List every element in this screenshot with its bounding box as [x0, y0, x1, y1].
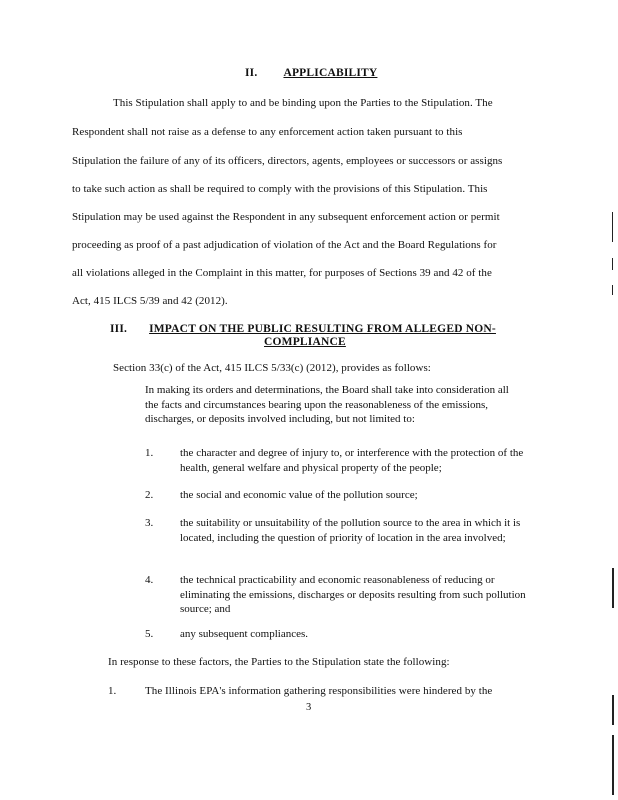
point-number: 1. — [108, 685, 117, 697]
section-ii-line: all violations alleged in the Complaint in this matter, for purposes of Sections 39 and 42 of the — [72, 267, 492, 279]
margin-mark — [612, 735, 614, 795]
section-iii-title-line2: COMPLIANCE — [264, 336, 346, 348]
section-ii-line: proceeding as proof of a past adjudication of violation of the Act and the Board Regulations for — [72, 239, 497, 251]
section-iii-title-line1: IMPACT ON THE PUBLIC RESULTING FROM ALLEGED NON- — [149, 323, 496, 335]
section-ii-line: Respondent shall not raise as a defense to any enforcement action taken pursuant to this — [72, 126, 463, 138]
section-iii-intro: Section 33(c) of the Act, 415 ILCS 5/33(c) (2012), provides as follows: — [113, 362, 431, 374]
section-iii-heading — [110, 323, 496, 335]
section-ii-line: to take such action as shall be required to comply with the provisions of this Stipulation. This — [72, 183, 488, 195]
margin-mark — [612, 285, 613, 295]
section-iii-heading-line2 — [264, 336, 346, 348]
factor-text: the suitability or unsuitability of the pollution source to the area in which it is located, including the question of priority of location in the area involved; — [180, 517, 521, 544]
margin-mark — [612, 695, 614, 725]
factor-number: 4. — [145, 574, 154, 586]
section-ii-line: Stipulation may be used against the Respondent in any subsequent enforcement action or permit — [72, 211, 500, 223]
margin-mark — [612, 258, 613, 270]
section-ii-number: II. — [245, 67, 258, 79]
factor-number: 3. — [145, 517, 154, 529]
response-line: In response to these factors, the Parties to the Stipulation state the following: — [108, 656, 450, 668]
statute-quote: In making its orders and determinations, the Board shall take into consideration all the facts and circumstances bearing upon the reasonableness of the emissions, discharges, or deposits involved including, but not limited to: — [145, 384, 509, 425]
section-ii-line: Stipulation the failure of any of its officers, directors, agents, employees or successors or assigns — [72, 155, 503, 167]
factor-number: 5. — [145, 628, 154, 640]
factor-text: the character and degree of injury to, or interference with the protection of the health, general welfare and physical property of the people; — [180, 447, 524, 474]
factor-number: 1. — [145, 447, 154, 459]
page-number: 3 — [306, 702, 312, 713]
section-iii-number: III. — [110, 323, 128, 335]
section-ii-line: This Stipulation shall apply to and be binding upon the Parties to the Stipulation. The — [113, 97, 493, 109]
factor-text: any subsequent compliances. — [180, 628, 308, 640]
section-ii-heading — [245, 67, 377, 79]
section-ii-line: Act, 415 ILCS 5/39 and 42 (2012). — [72, 295, 228, 307]
factor-number: 2. — [145, 489, 154, 501]
factor-text: the social and economic value of the pollution source; — [180, 489, 418, 501]
section-ii-title: APPLICABILITY — [283, 67, 378, 79]
factor-text: the technical practicability and economic reasonableness of reducing or eliminating the emissions, discharges or deposits resulting from such pollution source; and — [180, 574, 526, 615]
margin-mark — [612, 212, 613, 242]
point-text: The Illinois EPA's information gathering responsibilities were hindered by the — [145, 685, 493, 697]
margin-mark — [612, 568, 614, 608]
